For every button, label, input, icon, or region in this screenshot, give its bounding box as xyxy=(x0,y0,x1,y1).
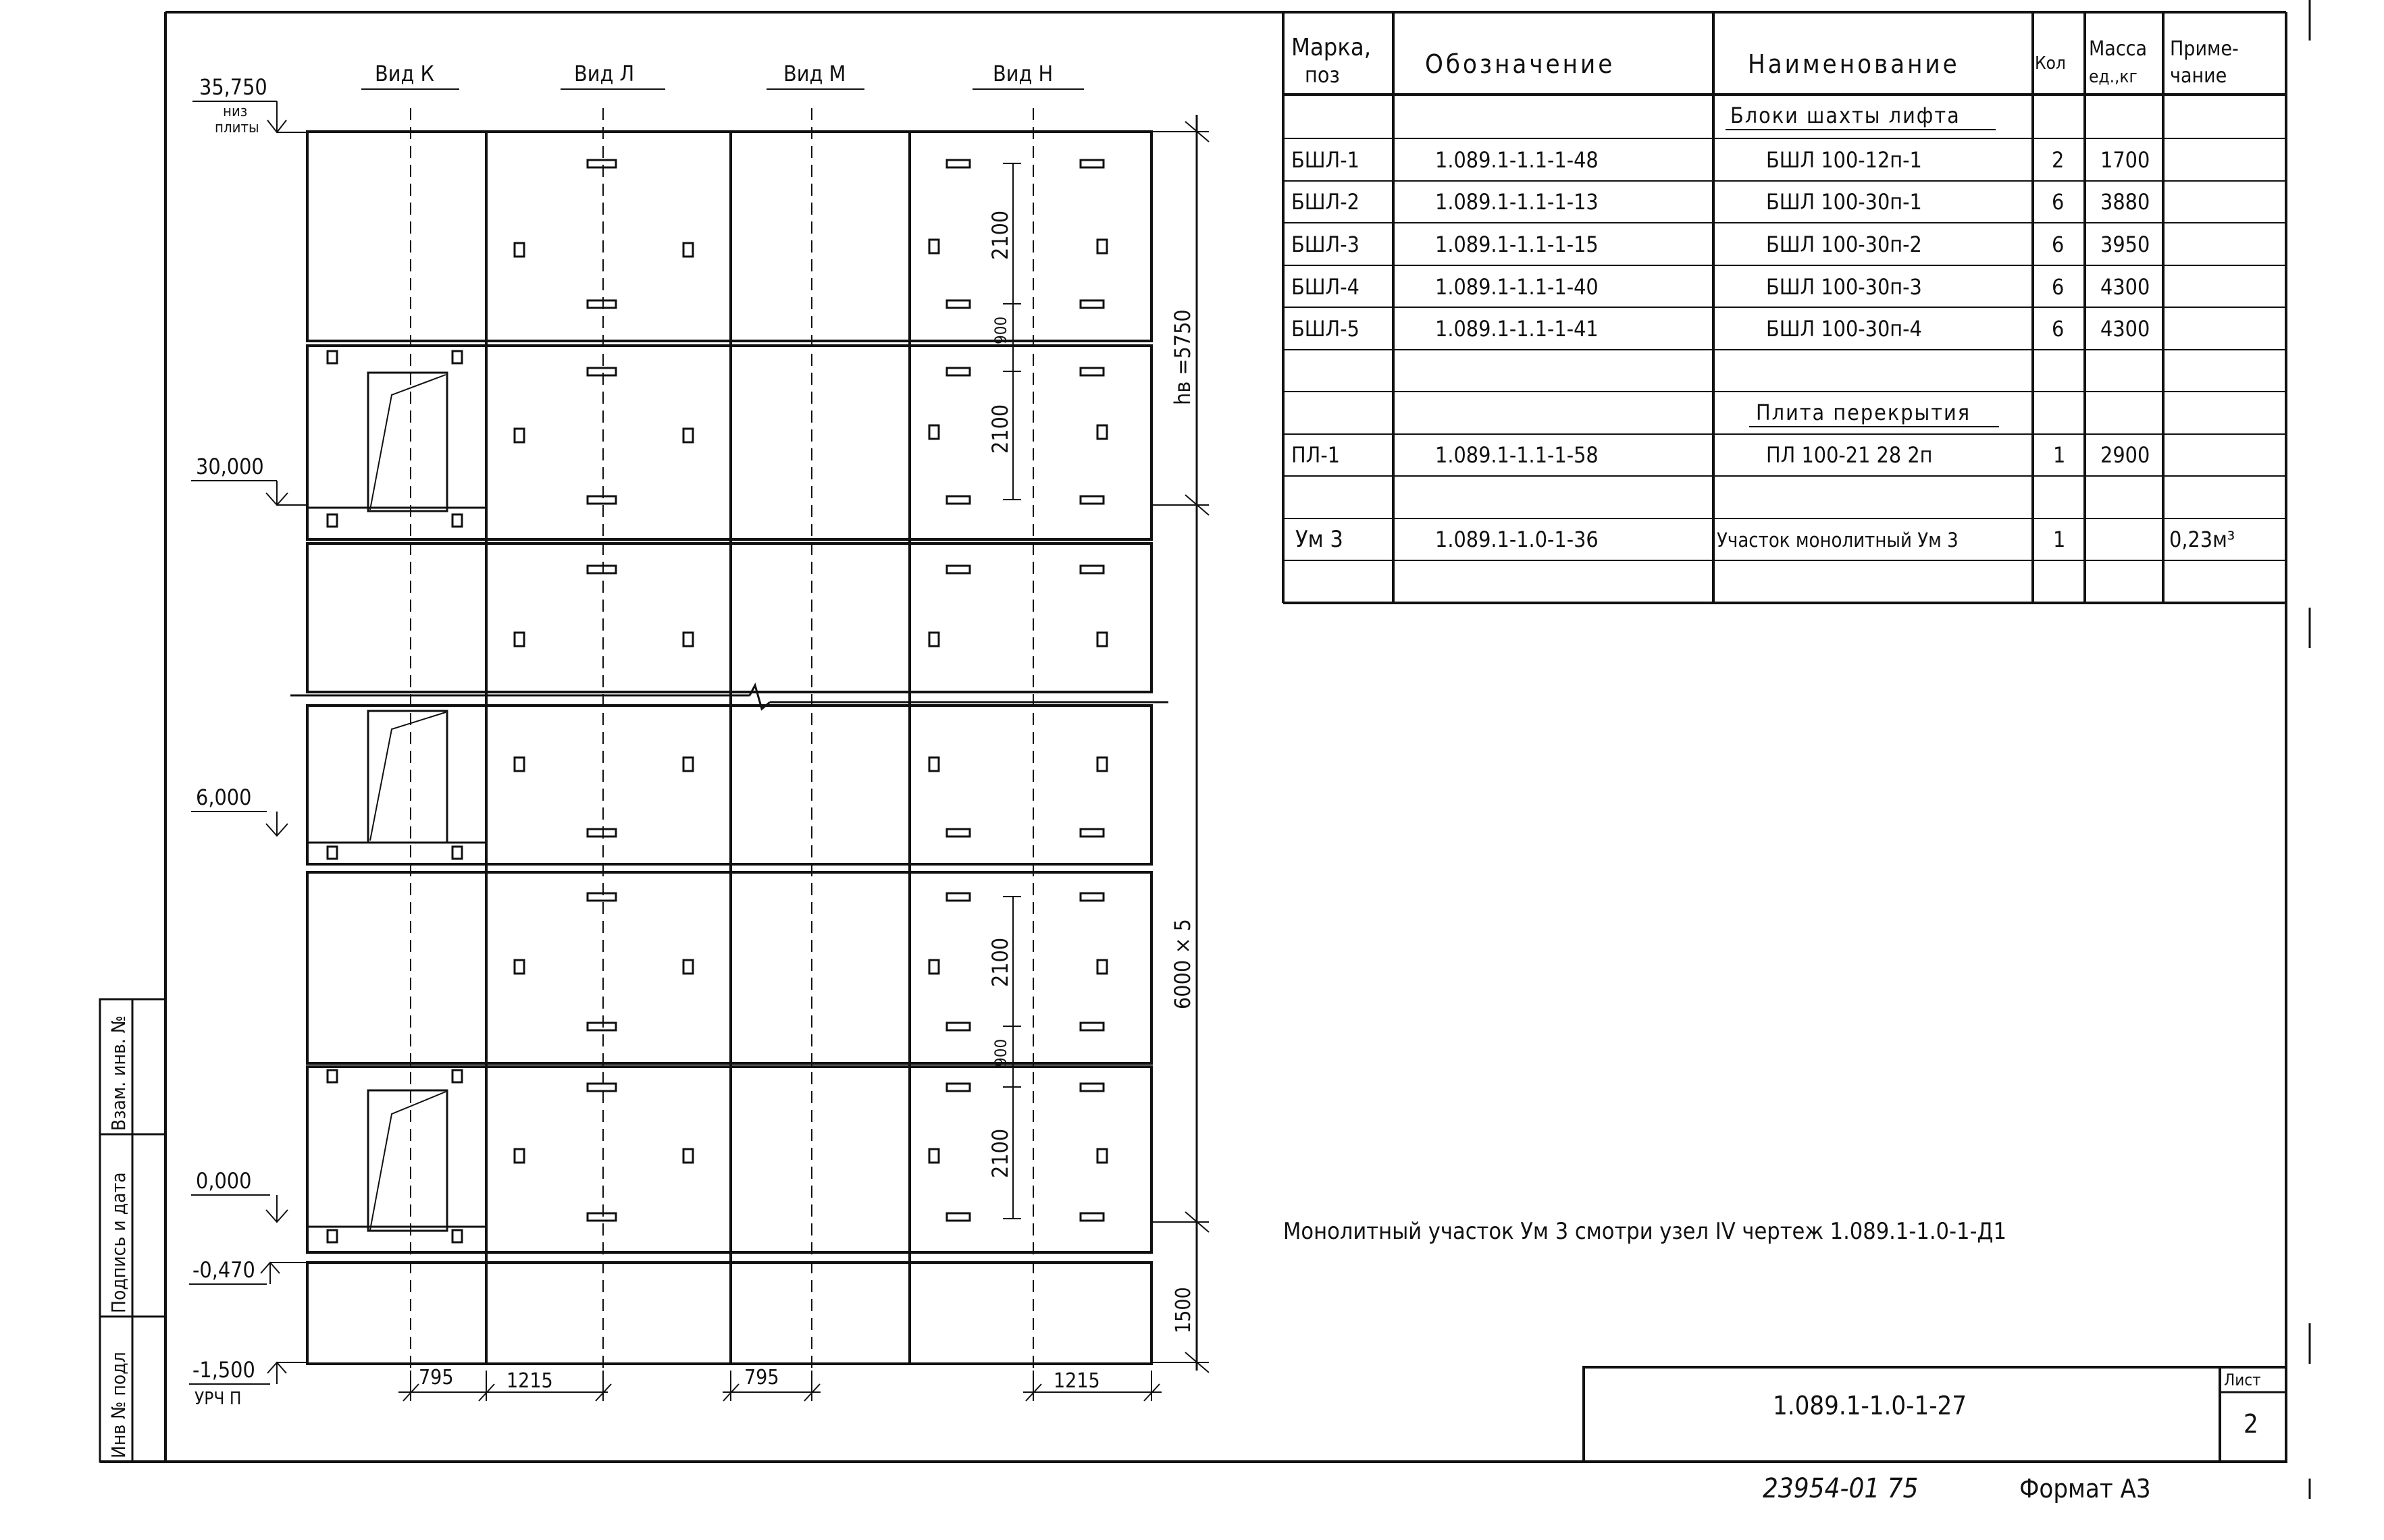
row-designation: 1.089.1-1.1-1-13 xyxy=(1435,189,1599,215)
row-qty: 6 xyxy=(2052,316,2065,342)
row-designation: 1.089.1-1.1-1-15 xyxy=(1435,232,1599,257)
row-name: Участок монолитный Ум 3 xyxy=(1717,529,1959,552)
table-row xyxy=(1291,232,2150,257)
axis-lines xyxy=(411,108,1033,1387)
elev-top-note-1: низ xyxy=(223,103,248,120)
row-qty: 1 xyxy=(2053,527,2066,552)
view-label-l: Вид Л xyxy=(574,61,635,86)
elev-30: 30,000 xyxy=(196,454,264,479)
dim-795-a: 795 xyxy=(419,1366,454,1389)
row-mass: 4300 xyxy=(2100,274,2150,300)
dim-900-a: 900 xyxy=(991,316,1010,344)
row-mass: 3950 xyxy=(2100,232,2150,257)
side-stamp-vzam: Взам. инв. № xyxy=(107,1015,130,1131)
monolith-note: Монолитный участок Ум 3 смотри узел IV чертеж 1.089.1-1.0-1-Д1 xyxy=(1283,1218,2006,1245)
elev-top: 35,750 xyxy=(199,74,267,100)
group-slab: Плита перекрытия xyxy=(1756,400,1971,425)
row-mass: 3880 xyxy=(2100,189,2150,215)
title-stamp xyxy=(1584,1367,2286,1462)
row-note: 0,23м³ xyxy=(2169,527,2235,552)
hdr-designation: Обозначение xyxy=(1425,49,1615,79)
row-name: ПЛ 100-21 28 2п xyxy=(1766,442,1933,468)
row-qty: 2 xyxy=(2052,147,2065,173)
hdr-mass-2: ед.,кг xyxy=(2089,67,2137,87)
dimension-labels xyxy=(419,211,1195,1393)
hdr-qty: Кол xyxy=(2035,53,2066,74)
table-row xyxy=(1291,189,2150,215)
row-name: БШЛ 100-30п-2 xyxy=(1766,232,1922,257)
elev-m15-note: УРЧ П xyxy=(195,1389,242,1409)
elev-top-note-2: плиты xyxy=(215,120,259,136)
row-mark: Ум 3 xyxy=(1295,526,1343,553)
row-mark: БШЛ-4 xyxy=(1291,274,1359,300)
row-mass: 1700 xyxy=(2100,147,2150,173)
row-designation: 1.089.1-1.1-1-41 xyxy=(1435,316,1599,342)
row-mark: ПЛ-1 xyxy=(1291,442,1341,468)
side-stamp xyxy=(100,999,165,1462)
table-row xyxy=(1291,316,2150,342)
row-designation: 1.089.1-1.1-1-48 xyxy=(1435,147,1599,173)
row-designation: 1.089.1-1.1-1-58 xyxy=(1435,442,1599,468)
table-row xyxy=(1291,442,2150,468)
view-label-k: Вид К xyxy=(375,61,434,86)
row-qty: 6 xyxy=(2052,274,2065,300)
row-mark: БШЛ-1 xyxy=(1291,147,1359,173)
table-row xyxy=(1291,147,2150,173)
side-stamp-sign: Подпись и дата xyxy=(107,1172,130,1313)
row-qty: 6 xyxy=(2052,232,2065,257)
elev-m15: -1,500 xyxy=(192,1357,255,1383)
format-label: Формат А3 xyxy=(2019,1474,2151,1504)
dim-900-b: 900 xyxy=(991,1038,1010,1067)
hdr-mark-1: Марка, xyxy=(1291,34,1372,61)
row-name: БШЛ 100-30п-3 xyxy=(1766,274,1922,300)
row-qty: 1 xyxy=(2053,442,2066,468)
table-row xyxy=(1295,526,2235,553)
shaft-blocks xyxy=(290,132,1168,1364)
row-designation: 1.089.1-1.0-1-36 xyxy=(1435,527,1599,552)
hdr-note-2: чание xyxy=(2170,64,2227,88)
dim-2100-c: 2100 xyxy=(987,937,1013,987)
view-label-n: Вид Н xyxy=(993,61,1054,86)
elev-m047: -0,470 xyxy=(192,1257,255,1283)
dim-hb: hв =5750 xyxy=(1170,309,1195,405)
sheet-number: 2 xyxy=(2244,1409,2258,1439)
row-name: БШЛ 100-30п-1 xyxy=(1766,189,1922,215)
dim-1215-b: 1215 xyxy=(1054,1369,1100,1393)
row-name: БШЛ 100-12п-1 xyxy=(1766,147,1922,173)
dim-795-b: 795 xyxy=(744,1366,779,1389)
row-designation: 1.089.1-1.1-1-40 xyxy=(1435,274,1599,300)
hdr-mark-2: поз xyxy=(1305,62,1340,88)
elevation-marks xyxy=(189,74,307,1409)
row-mark: БШЛ-3 xyxy=(1291,232,1359,257)
row-mark: БШЛ-5 xyxy=(1291,316,1359,342)
dim-1500: 1500 xyxy=(1172,1287,1195,1333)
row-mass: 2900 xyxy=(2100,442,2150,468)
hdr-name: Наименование xyxy=(1748,49,1960,79)
group-shaft: Блоки шахты лифта xyxy=(1730,103,1961,128)
dim-6000x5: 6000 × 5 xyxy=(1170,919,1195,1009)
doc-number: 1.089.1-1.0-1-27 xyxy=(1773,1391,1967,1420)
row-name: БШЛ 100-30п-4 xyxy=(1766,316,1922,342)
spec-table xyxy=(1283,12,2286,603)
view-label-m: Вид М xyxy=(783,61,846,86)
hdr-mass-1: Масса xyxy=(2089,37,2148,61)
dim-2100-b: 2100 xyxy=(987,404,1013,454)
handwritten-number: 23954-01 75 xyxy=(1763,1473,1919,1504)
hdr-note-1: Приме- xyxy=(2170,37,2239,61)
row-mass: 4300 xyxy=(2100,316,2150,342)
dim-2100-a: 2100 xyxy=(987,210,1013,260)
table-row xyxy=(1291,274,2150,300)
elev-0: 0,000 xyxy=(196,1168,252,1194)
dim-2100-d: 2100 xyxy=(987,1128,1013,1178)
dim-1215-a: 1215 xyxy=(507,1369,553,1393)
elev-6: 6,000 xyxy=(196,785,252,810)
row-mark: БШЛ-2 xyxy=(1291,189,1359,215)
side-stamp-inv: Инв № подл xyxy=(107,1352,130,1458)
row-qty: 6 xyxy=(2052,189,2065,215)
view-labels xyxy=(361,61,1084,89)
door-openings xyxy=(368,373,447,1231)
sheet-frame xyxy=(100,0,2310,1499)
sheet-label: Лист xyxy=(2224,1371,2261,1389)
